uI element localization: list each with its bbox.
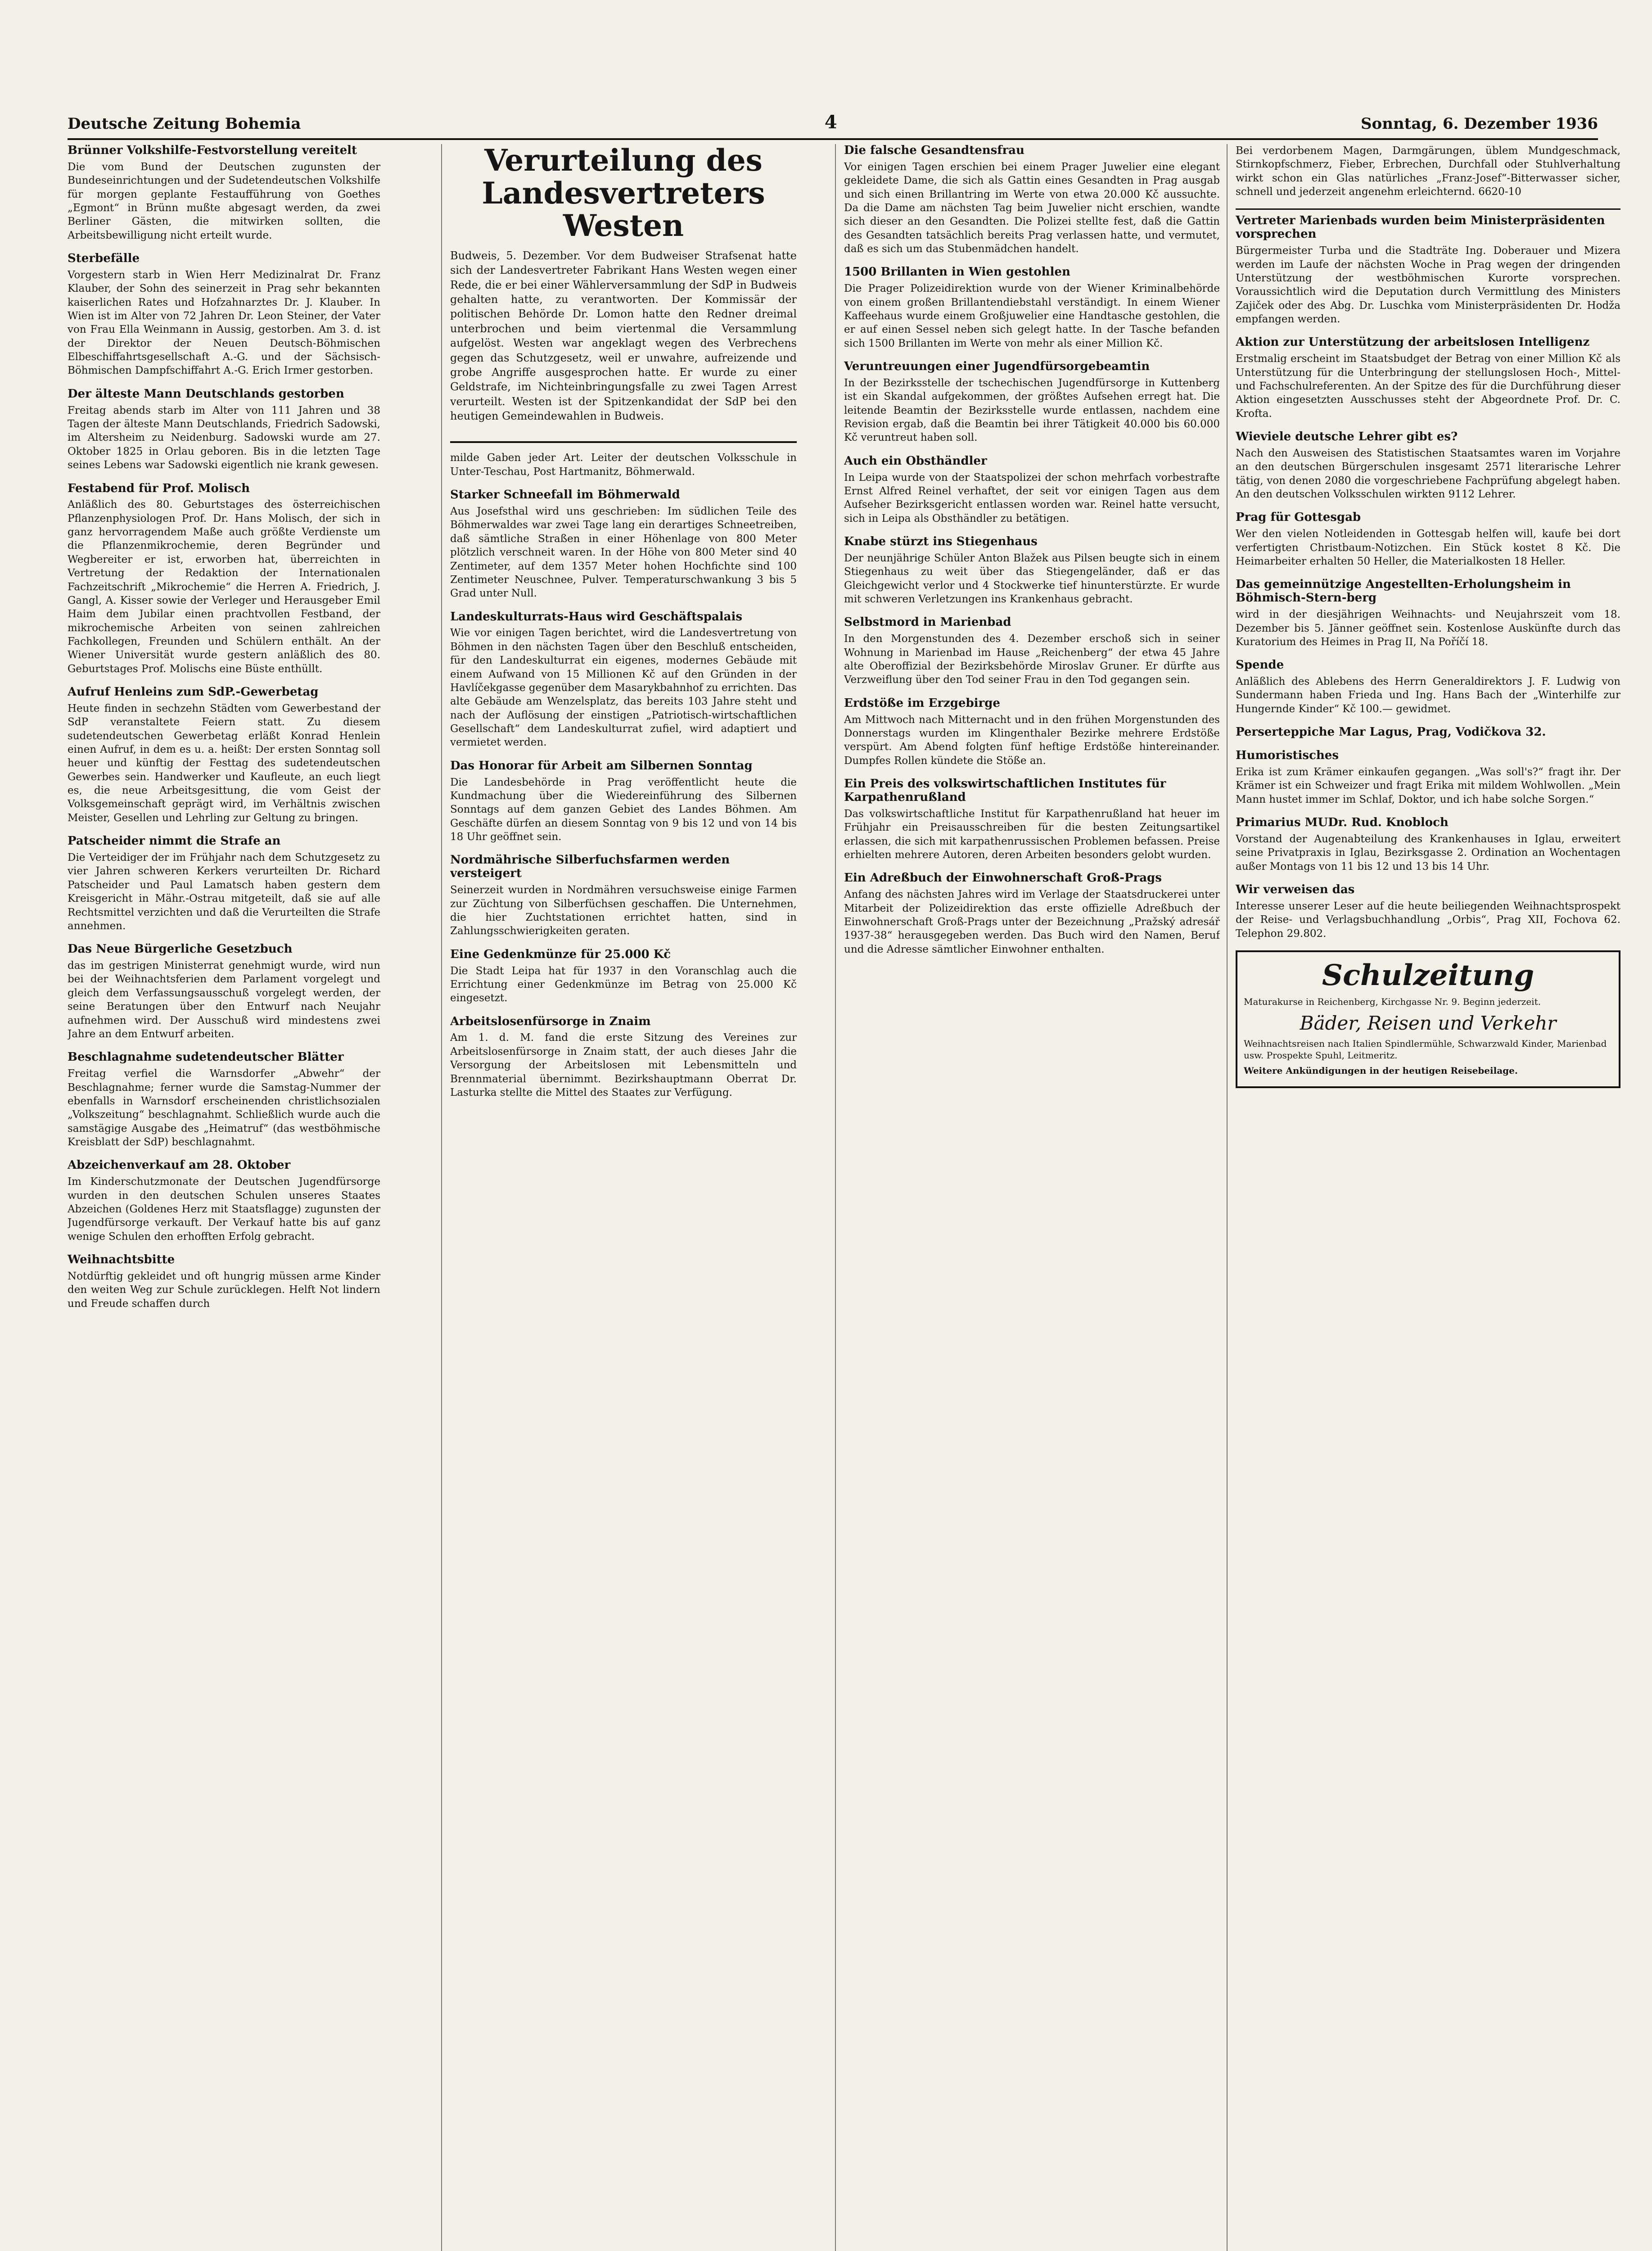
article-title: Veruntreuungen einer Jugendfürsorgebeamtin: [844, 360, 1150, 374]
article: [844, 535, 1220, 606]
article-body: Vor einigen Tagen erschien bei einem Prager Juwelier eine elegant gekleidete Dame, die sich als Gattin eines Gesandten in Prag ausgab und sich einen Brillantring im Werte von etwa 20.000 Kč aussuchte. Da die Dame am nächsten Tag beim Juwelier nicht erschien, wandte sich dieser an den Gesandten. Die Polizei stellte fest, daß die Gattin des Gesandten tatsächlich bereits Prag verlassen hatte, und vermutet, daß es sich um das Stubenmädchen handelt.: [844, 161, 1220, 255]
column-1: [68, 144, 380, 2251]
article-title: Arbeitslosenfürsorge in Znaim: [450, 1014, 651, 1028]
article-body: Aus Josefsthal wird uns geschrieben: Im südlichen Teile des Böhmerwaldes war zwei Tage lang ein derartiges Schneetreiben, daß sämtliche Straßen in einer Höhenlage von 800 Meter plötzlich verschneit waren. In der Höhe von 800 Meter sind 40 Zentimeter, auf dem 1357 Meter hohen Hochfichte sind 100 Zentimeter Neuschnee, Pulver. Temperaturschwankung 3 bis 5 Grad unter Null.: [450, 506, 797, 600]
article-title: Patscheider nimmt die Strafe an: [68, 834, 281, 848]
article: [68, 1159, 380, 1243]
masthead-date: Sonntag, 6. Dezember 1936: [1360, 115, 1598, 133]
article: [68, 686, 380, 825]
article-body: Interesse unserer Leser auf die heute beiliegenden Weihnachtsprospekt der Reise- und Verlagsbuchhandlung „Orbis“, Prag XII, Fochova 62. Telephon 29.802.: [1236, 900, 1620, 940]
article-body: Im Kinderschutzmonate der Deutschen Jugendfürsorge wurden in den deutschen Schulen unseres Staates Abzeichen (Goldenes Herz mit Staatsflagge) zugunsten der Jugendfürsorge verkauft. Der Verkauf hatte bis auf ganz wenige Schulen den erhofften Erfolg gebracht.: [68, 1176, 380, 1243]
article: [450, 759, 797, 844]
article-title: Festabend für Prof. Molisch: [68, 481, 250, 495]
article-title: Das Honorar für Arbeit am Silbernen Sonntag: [450, 759, 753, 773]
article: [450, 610, 797, 750]
article-title: Sterbefälle: [68, 252, 140, 266]
article-body: wird in der diesjährigen Weihnachts- und Neujahrszeit vom 18. Dezember bis 5. Jänner geöffnet sein. Kostenlose Auskünfte durch das Kuratorium des Heimes in Prag II, Na Poříčí 18.: [1236, 609, 1620, 648]
article-body: Vorstand der Augenabteilung des Krankenhauses in Iglau, erweitert seine Privatpraxis in Iglau, Bezirksgasse 2. Ordination an Wochentagen außer Montags von 11 bis 12 und 13 bis 14 Uhr.: [1236, 833, 1620, 872]
article: [68, 835, 380, 933]
article: [844, 266, 1220, 350]
article-body: Wie vor einigen Tagen berichtet, wird die Landesvertretung von Böhmen in den nächsten Tagen über den Beschluß entscheiden, für den Landeskulturrat ein eigenes, modernes Gebäude mit einem Aufwand von 15 Millionen Kč auf den Gründen in der Havlíčekgasse gegenüber dem Masarykbahnhof zu errichten. Das alte Gebäude am Wenzelsplatz, das bereits 103 Jahre steht und nach der Auflösung der einstigen „Patriotisch-wirtschaftlichen Gesellschaft“ dem Landeskulturrat zufiel, wird adaptiert und vermietet werden.: [450, 627, 797, 749]
article-body: das im gestrigen Ministerrat genehmigt wurde, wird nun bei der Weihnachtsferien dem Parlament vorgelegt und gleich dem Verfassungsausschuß vorgelegt werden, der seine Beratungen über den Entwurf nach Neujahr aufnehmen wird. Der Ausschuß wird mindestens zwei Jahre an dem Entwurf arbeiten.: [68, 960, 380, 1040]
article-title: Beschlagnahme sudetendeutscher Blätter: [68, 1050, 344, 1064]
article-body: Freitag verfiel die Warnsdorfer „Abwehr“ der Beschlagnahme; ferner wurde die Samstag-Nummer der ebenfalls in Warnsdorf erscheinenden christlichsozialen „Volkszeitung“ beschlagnahmt. Schließlich wurde auch die samstägige Ausgabe des „Heimatruf“ (das westböhmische Kreisblatt der SdP) beschlagnahmt.: [68, 1068, 380, 1148]
article-body: Die Stadt Leipa hat für 1937 in den Voranschlag auch die Errichtung einer Gedenkmünze im Betrag von 25.000 Kč eingesetzt.: [450, 965, 797, 1004]
article-body: Das volkswirtschaftliche Institut für Karpathenrußland hat heuer im Frühjahr ein Preisausschreiben für die besten Zeitungsartikel erlassen, die sich mit karpathenrussischen Problemen befassen. Preise erhielten mehrere Autoren, deren Arbeiten besonders gelobt wurden.: [844, 808, 1220, 861]
article: [1236, 659, 1620, 716]
article-title: Die falsche Gesandtensfrau: [844, 144, 1025, 157]
article-title: Weihnachtsbitte: [68, 1253, 175, 1267]
box-note-2: Weihnachtsreisen nach Italien Spindlermühle, Schwarzwald Kinder, Marienbad usw. Prospekte Spuhl, Leitmeritz.: [1244, 1038, 1607, 1061]
article: [68, 1051, 380, 1149]
column-divider: [835, 144, 836, 2251]
article-title: Abzeichenverkauf am 28. Oktober: [68, 1158, 291, 1172]
article-body: In Leipa wurde von der Staatspolizei der schon mehrfach vorbestrafte Ernst Alfred Reinel verhaftet, der seit vor einigen Tagen aus dem Aufseher Bezirksgericht entlassen worden war. Reinel hatte versucht, sich in Leipa als Obsthändler zu betätigen.: [844, 471, 1220, 524]
article: [844, 872, 1220, 956]
column-3: [844, 144, 1220, 2251]
article-body: Seinerzeit wurden in Nordmähren versuchsweise einige Farmen zur Züchtung von Silberfüchsen geschaffen. Die Unternehmen, die hier Zuchtstationen errichtet hatten, sind in Zahlungsschwierigkeiten geraten.: [450, 884, 797, 937]
article: [68, 388, 380, 472]
article-title: Brünner Volkshilfe-Festvorstellung vereitelt: [68, 144, 357, 157]
article-body: In den Morgenstunden des 4. Dezember erschoß sich in seiner Wohnung in Marienbad im Hause „Reichenberg“ der etwa 45 Jahre alte Oberoffizial der Bezirksbehörde Miroslav Gruner. Er dürfte aus Verzweiflung über den Tod seiner Frau in den Tod gegangen sein.: [844, 633, 1220, 686]
article: [1236, 208, 1620, 326]
article-body: Die Landesbehörde in Prag veröffentlicht heute die Kundmachung über die Wiedereinführung des Silbernen Sonntags auf dem ganzen Gebiet des Landes Böhmen. Am Geschäfte dürfen an diesem Sonntag von 9 bis 12 und von 14 bis 18 Uhr geöffnet sein.: [450, 776, 797, 843]
lead-article: [450, 144, 797, 443]
box-subtitle: Bäder, Reisen und Verkehr: [1300, 1012, 1557, 1034]
article-body: Nach den Ausweisen des Statistischen Staatsamtes waren im Vorjahre an den deutschen Bürgerschulen insgesamt 2571 literarische Lehrer tätig, von denen 2080 die vorgeschriebene Fachprüfung abgelegt haben. An den deutschen Volksschulen wirkten 9112 Lehrer.: [1236, 447, 1620, 501]
article: [68, 144, 380, 242]
article: [450, 854, 797, 938]
column-divider: [441, 144, 442, 2251]
article-title: Prag für Gottesgab: [1236, 511, 1361, 524]
article: [450, 451, 797, 479]
article-body: Wer den vielen Notleidenden in Gottesgab helfen will, kaufe bei dort verfertigten Christbaum-Notizchen. Ein Stück kostet 8 Kč. Die Heimarbeiter erhalten 50 Heller, die Materialkosten 18 Heller.: [1236, 528, 1620, 567]
article: [450, 1015, 797, 1100]
article-title: Auch ein Obsthändler: [844, 454, 987, 468]
box-title: Schulzeitung: [1322, 958, 1535, 992]
article-title: Aktion zur Unterstützung der arbeitslosen Intelligenz: [1236, 335, 1590, 349]
article-title: Das gemeinnützige Angestellten-Erholungsheim in Böhmisch-Stern-berg: [1236, 578, 1571, 605]
article-body: Heute finden in sechzehn Städten vom Gewerbestand der SdP veranstaltete Feiern statt. Zu diesem sudetendeutschen Gewerbetag erläßt Konrad Henlein einen Aufruf, in dem es u. a. heißt: Der ersten Sonntag soll heuer und künftig der Festtag des sudetendeutschen Gewerbes sein. Handwerker und Kaufleute, an euch liegt es, die neue Arbeitsgesittung, die vom Geist der Volksgemeinschaft geprägt wird, im Verhältnis zwischen Meister, Gesellen und Lehrling zur Geltung zu bringen.: [68, 702, 380, 824]
article-title: Ein Adreßbuch der Einwohnerschaft Groß-Prags: [844, 871, 1162, 885]
ad-text: Bei verdorbenem Magen, Darmgärungen, üblem Mundgeschmack, Stirnkopfschmerz, Fieber, Erbrechen, Durchfall oder Stuhlverhaltung wirkt schon ein Glas natürliches „Franz-Josef“-Bitterwasser sicher, schnell und jederzeit angenehm erleichternd. 6620-10: [1236, 145, 1620, 198]
article: [844, 697, 1220, 768]
article-title: Perserteppiche Mar Lagus, Prag, Vodičkova 32.: [1236, 725, 1546, 739]
article-title: Spende: [1236, 658, 1284, 672]
article-title: Starker Schneefall im Böhmerwald: [450, 488, 680, 502]
article-title: Wir verweisen das: [1236, 883, 1355, 897]
article-body: In der Bezirksstelle der tschechischen Jugendfürsorge in Kuttenberg ist ein Skandal aufgekommen, der größtes Aufsehen erregt hat. Die leitende Beamtin der Bezirksstelle wurde entlassen, nachdem eine Revision ergab, daß die Beamtin bei ihrer Tätigkeit 40.000 bis 60.000 Kč veruntreut haben soll.: [844, 377, 1220, 444]
article-body: Freitag abends starb im Alter von 111 Jahren und 38 Tagen der älteste Mann Deutschlands, Friedrich Sadowski, im Altersheim zu Neidenburg. Sadowski wurde am 27. Oktober 1825 in Orlau geboren. Bis in die letzten Tage seines Lebens war Sadowski eigentlich nie krank gewesen.: [68, 404, 380, 471]
article: [1236, 511, 1620, 568]
article: [450, 488, 797, 600]
article-body: Anläßlich des Ablebens des Herrn Generaldirektors J. F. Ludwig von Sundermann haben Frieda und Ing. Hans Bach der „Winterhilfe zur Hungernde Kinder“ Kč 100.— gewidmet.: [1236, 676, 1620, 715]
article-title: Humoristisches: [1236, 749, 1339, 763]
article: [68, 1253, 380, 1311]
box-note: Maturakurse in Reichenberg, Kirchgasse Nr. 9. Beginn jederzeit.: [1244, 996, 1541, 1007]
article-body: Die vom Bund der Deutschen zugunsten der Bundeseinrichtungen und der Sudetendeutschen Volkshilfe für morgen geplante Festaufführung von Goethes „Egmont“ in Brünn mußte abgesagt werden, da zwei Berliner Gästen, die mitwirken sollten, die Arbeitsbewilligung nicht erteilt wurde.: [68, 161, 380, 241]
masthead-title: Deutsche Zeitung Bohemia: [68, 115, 301, 133]
box-footer: Weitere Ankündigungen in der heutigen Reisebeilage.: [1244, 1065, 1518, 1076]
article-title: Erdstöße im Erzgebirge: [844, 696, 1000, 710]
article: [844, 777, 1220, 862]
article-title: Wieviele deutsche Lehrer gibt es?: [1236, 430, 1458, 444]
article: [844, 144, 1220, 256]
article-body: Vorgestern starb in Wien Herr Medizinalrat Dr. Franz Klauber, der Sohn des seinerzeit in Prag sehr bekannten kaiserlichen Rates und Hofzahnarztes Dr. J. Klauber. In Wien ist im Alter von 72 Jahren Dr. Leon Steiner, der Vater von Frau Ella Weinmann in Aussig, gestorben. Am 3. d. ist der Direktor der Neuen Deutsch-Böhmischen Elbeschiffahrtsgesellschaft A.-G. und der Sächsisch-Böhmischen Dampfschiffahrt A.-G. Erich Irmer gestorben.: [68, 269, 380, 377]
article: [1236, 578, 1620, 649]
article-title: Der älteste Mann Deutschlands gestorben: [68, 387, 344, 401]
column-4: [1236, 144, 1620, 2251]
article-title: Primarius MUDr. Rud. Knobloch: [1236, 816, 1449, 830]
article-title: Knabe stürzt ins Stiegenhaus: [844, 535, 1038, 549]
article: [1236, 430, 1620, 501]
article: [1236, 816, 1620, 873]
article: [450, 948, 797, 1005]
school-box: [1236, 950, 1620, 1088]
article-title: 1500 Brillanten in Wien gestohlen: [844, 265, 1070, 279]
article-body: Anfang des nächsten Jahres wird im Verlage der Staatsdruckerei unter Mitarbeit der Polizeidirektion das erste offizielle Adreßbuch der Einwohnerschaft Groß-Prags unter der Bezeichnung „Pražský adresář 1937-38“ herausgegeben werden. Das Buch wird den Namen, Beruf und die Adresse sämtlicher Einwohner enthalten.: [844, 889, 1220, 955]
article-body: Anläßlich des 80. Geburtstages des österreichischen Pflanzenphysiologen Prof. Dr. Hans Molisch, der sich in ganz hervorragendem Maße auch größte Verdienste um die Pflanzenmikrochemie, deren Begründer und Wegbereiter er ist, erworben hat, überreichten in Vertretung der Redaktion der Internationalen Fachzeitschrift „Mikrochemie“ die Herren A. Friedrich, J. Gangl, A. Kisser sowie der Verleger und Herausgeber Emil Haim dem Jubilar einen prachtvollen Festband, der mikrochemische Arbeiten von seinen zahlreichen Fachkollegen, Freunden und Schülern enthält. An der Wiener Universität wurde gestern anläßlich des 80. Geburtstages Prof. Molischs eine Büste enthüllt.: [68, 499, 380, 675]
article: [1236, 726, 1620, 739]
article: [844, 360, 1220, 445]
article: [68, 482, 380, 676]
article-body: Bürgermeister Turba und die Stadträte Ing. Doberauer und Mizera werden im Laufe der nächsten Woche in Prag wegen der dringenden Unterstützung der westböhmischen Kurorte vorsprechen. Voraussichtlich wird die Deputation durch Vermittlung des Ministers Zajiček oder des Abg. Dr. Luschka vom Ministerpräsidenten Dr. Hodža empfangen werden.: [1236, 245, 1620, 325]
masthead: [68, 101, 1598, 140]
article: [844, 616, 1220, 687]
article-title: Landeskulturrats-Haus wird Geschäftspalais: [450, 610, 743, 624]
article-title: Eine Gedenkmünze für 25.000 Kč: [450, 947, 671, 961]
article-title: Das Neue Bürgerliche Gesetzbuch: [68, 942, 293, 956]
article-body: Der neunjährige Schüler Anton Blažek aus Pilsen beugte sich in einem Stiegenhaus zu weit über das Stiegengeländer, daß er das Gleichgewicht verlor und 4 Stockwerke tief hinunterstürzte. Er wurde mit schweren Verletzungen ins Krankenhaus gebracht.: [844, 552, 1220, 606]
article: [1236, 883, 1620, 940]
lead-title-line-1: Verurteilung des: [484, 144, 763, 178]
article-body: Die Verteidiger der im Frühjahr nach dem Schutzgesetz zu vier Jahren schweren Kerkers verurteilten Dr. Richard Patscheider und Paul Lamatsch haben gestern dem Kreisgericht in Mähr.-Ostrau mitgeteilt, daß sie auf alle Rechtsmittel verzichten und daß die Verurteilten die Strafe annehmen.: [68, 852, 380, 932]
article: [1236, 749, 1620, 806]
article-body: Die Prager Polizeidirektion wurde von der Wiener Kriminalbehörde von einem großen Brillantendiebstahl verständigt. In einem Wiener Kaffeehaus wurde einem Großjuwelier eine Handtasche gestohlen, die er auf einen Sessel neben sich gelegt hatte. In der Tasche befanden sich 1500 Brillanten im Werte von mehr als einer Million Kč.: [844, 283, 1220, 349]
page-number: 4: [824, 112, 837, 133]
article-title: Nordmährische Silberfuchsfarmen werden versteigert: [450, 853, 730, 881]
lead-title-line-2: Landesvertreters Westen: [482, 175, 765, 244]
article-body: Am Mittwoch nach Mitternacht und in den frühen Morgenstunden des Donnerstags wurden im Klingenthaler Bezirke mehrere Erdstöße verspürt. Am Abend folgten fünf heftige Erdstöße hintereinander. Dumpfes Rollen kündete die Stöße an.: [844, 714, 1220, 767]
lead-body: Budweis, 5. Dezember. Vor dem Budweiser Strafsenat hatte sich der Landesvertreter Fabrikant Hans Westen wegen einer Rede, die er bei einer Wählerversammlung der SdP in Budweis gehalten hatte, zu verantworten. Der Kommissär der politischen Behörde Dr. Lomon hatte den Redner dreimal unterbrochen und beim viertenmal die Versammlung aufgelöst. Westen war angeklagt wegen des Verbrechens gegen das Schutzgesetz, weil er unwahre, aufreizende und grobe Angriffe ausgesprochen hatte. Er wurde zu einer Geldstrafe, im Nichteinbringungsfalle zu zwei Tagen Arrest verurteilt. Westen ist der Spitzenkandidat der SdP bei den heutigen Gemeindewahlen in Budweis.: [450, 249, 797, 423]
article-title: Vertreter Marienbads wurden beim Ministerpräsidenten vorsprechen: [1236, 214, 1605, 241]
column-divider: [1227, 144, 1228, 2251]
article: [68, 943, 380, 1041]
article-body: Erstmalig erscheint im Staatsbudget der Betrag von einer Million Kč als Unterstützung für die Unterbringung der stellungslosen Hoch-, Mittel- und Fachschulreferenten. An der Spitze des für die Durchführung dieser Aktion eingesetzten Ausschusses steht der Abgeordnete Prof. Dr. C. Krofta.: [1236, 353, 1620, 420]
article-body: milde Gaben jeder Art. Leiter der deutschen Volksschule in Unter-Teschau, Post Hartmanitz, Böhmerwald.: [450, 452, 797, 478]
article-title: Aufruf Henleins zum SdP.-Gewerbetag: [68, 685, 319, 699]
article-title: Selbstmord in Marienbad: [844, 615, 1011, 629]
column-2: [450, 144, 797, 2251]
article: [1236, 336, 1620, 420]
article: [68, 252, 380, 378]
advertisement: [1236, 144, 1620, 199]
article-body: Erika ist zum Krämer einkaufen gegangen. „Was soll's?“ fragt ihr. Der Krämer ist ein Schweizer und fragt Erika mit mildem Wohlwollen. „Mein Mann hustet immer im Schlaf, Doktor, und ich habe solche Sorgen.“: [1236, 766, 1620, 805]
article-title: Ein Preis des volkswirtschaftlichen Institutes für Karpathenrußland: [844, 777, 1166, 804]
article-body: Notdürftig gekleidet und oft hungrig müssen arme Kinder den weiten Weg zur Schule zurücklegen. Helft Not lindern und Freude schaffen durch: [68, 1270, 380, 1310]
article-body: Am 1. d. M. fand die erste Sitzung des Vereines zur Arbeitslosenfürsorge in Znaim statt, der auch dieses Jahr die Versorgung der Arbeitslosen mit Lebensmitteln und Brennmaterial übernimmt. Bezirkshauptmann Oberrat Dr. Lasturka stellte die Mittel des Staates zur Verfügung.: [450, 1032, 797, 1098]
article: [844, 455, 1220, 525]
